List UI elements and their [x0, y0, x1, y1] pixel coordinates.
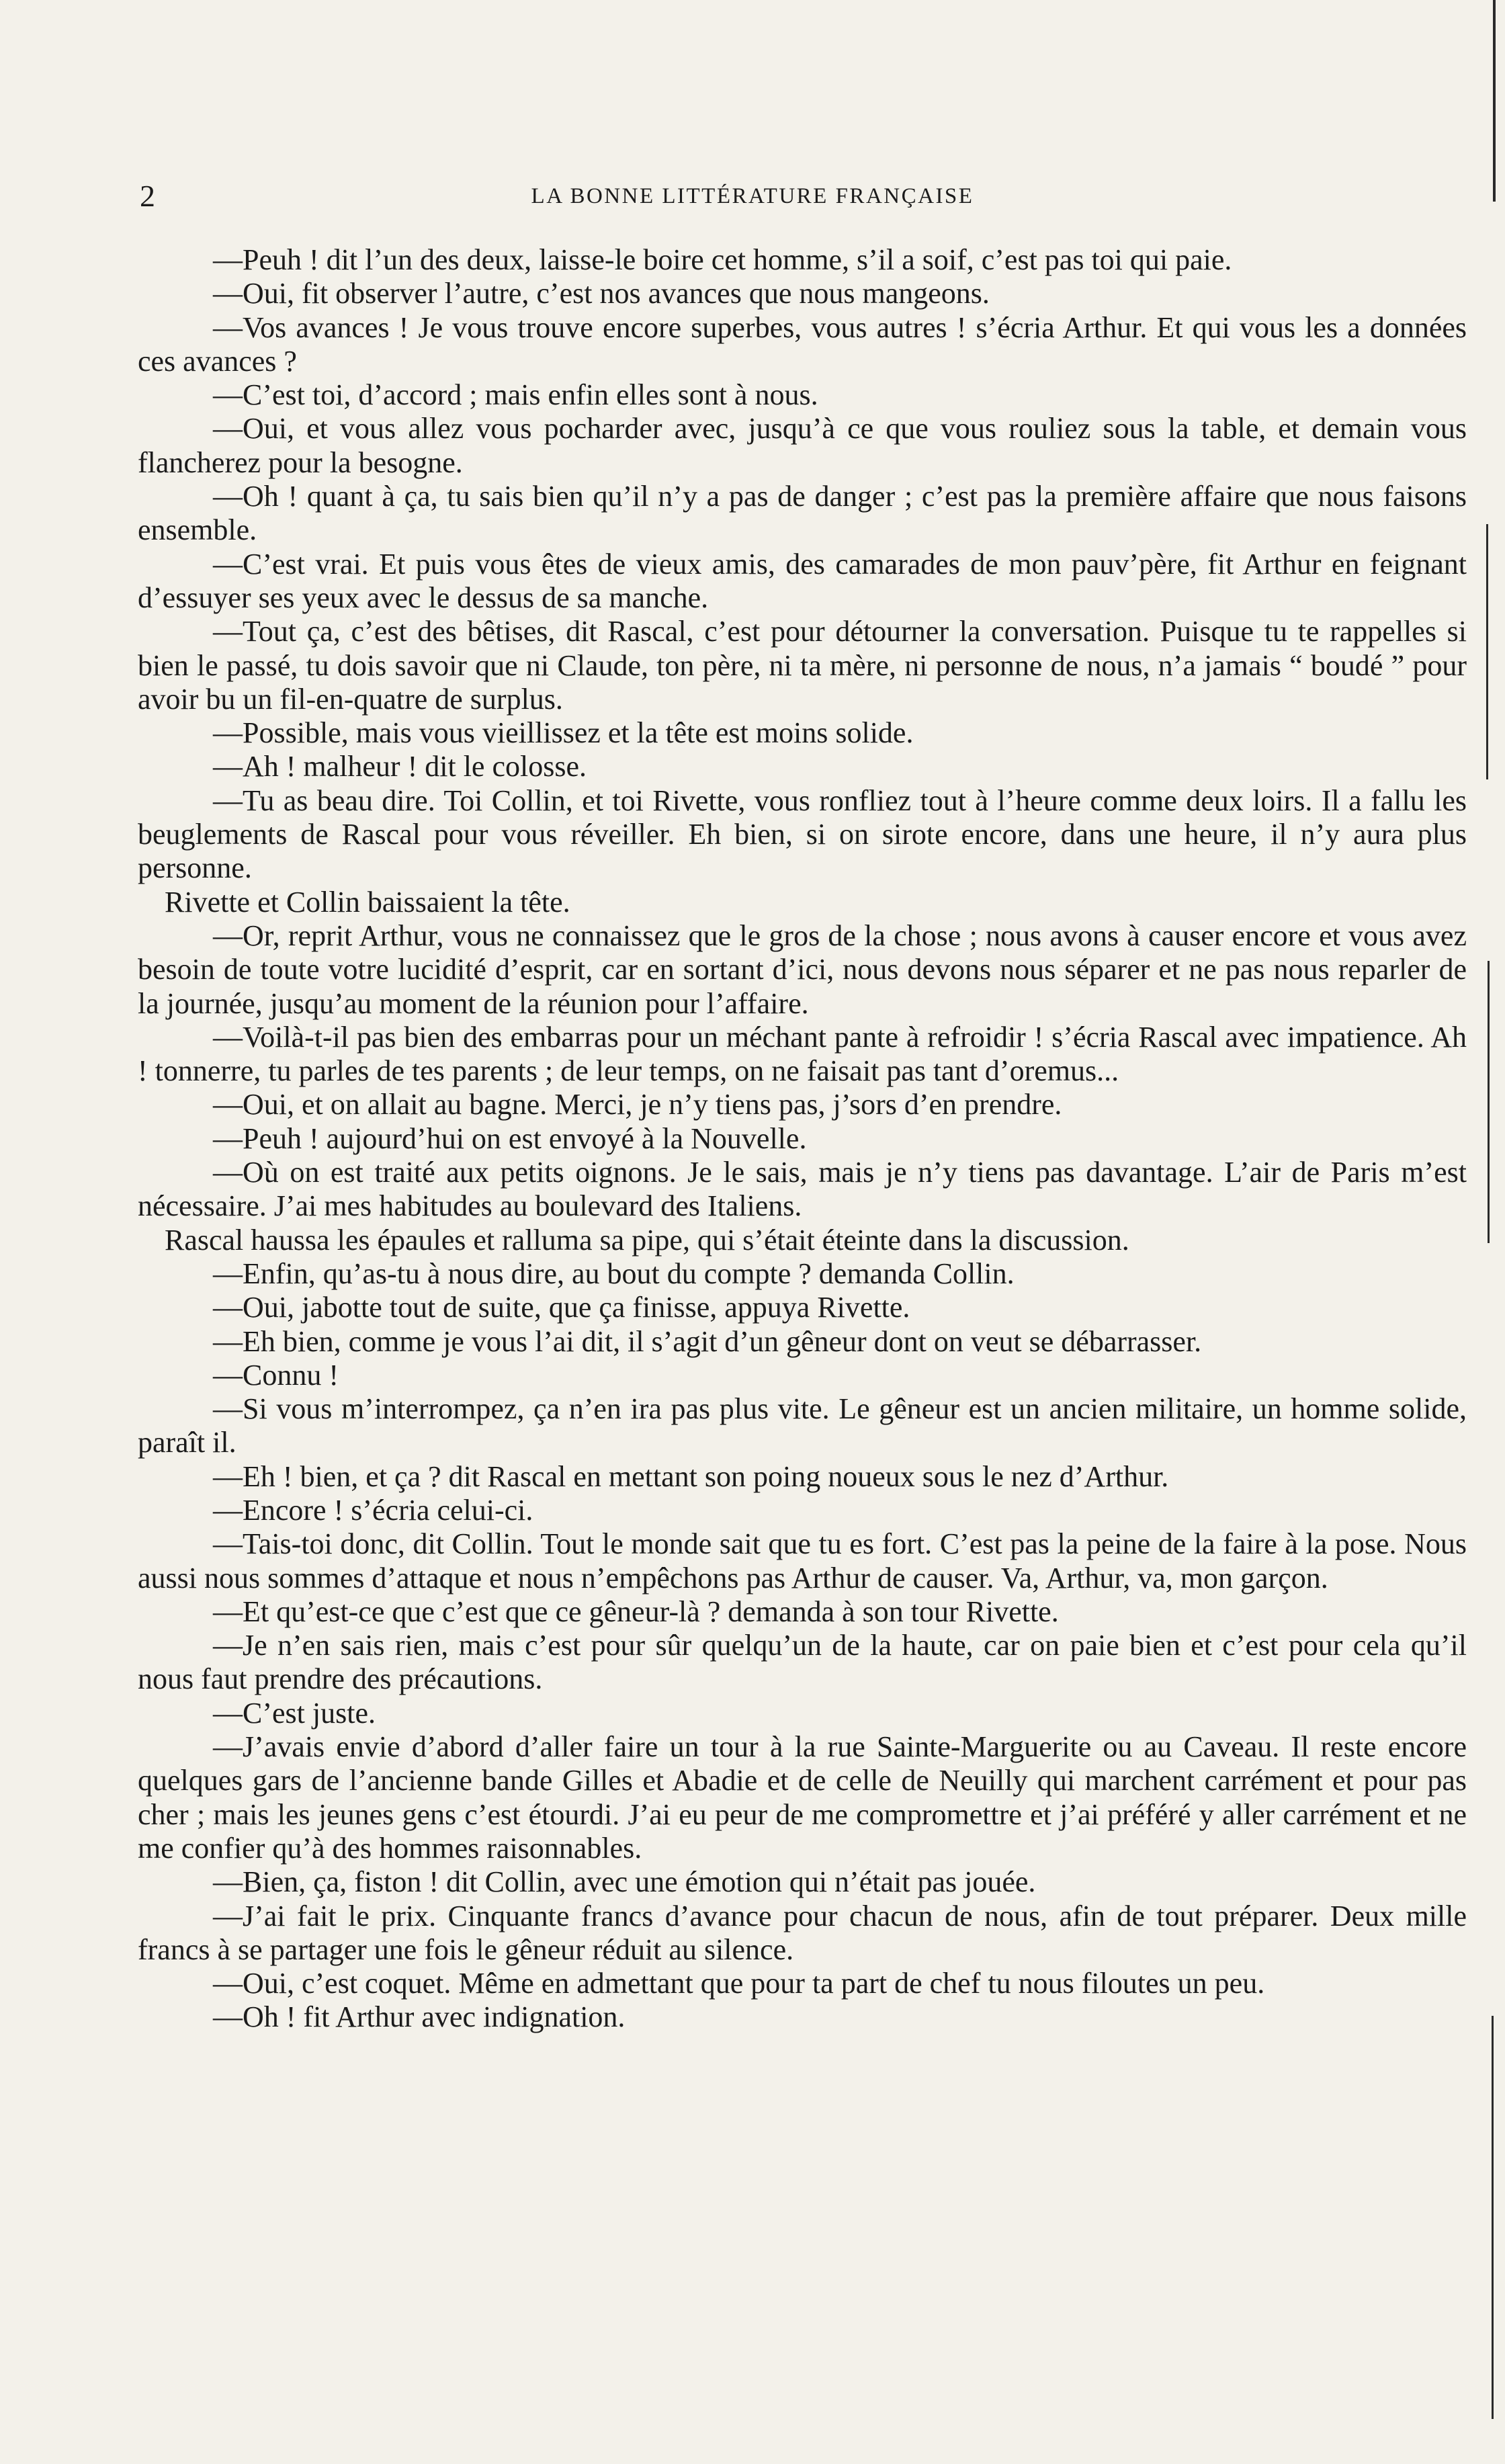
paragraph: —Voilà-t-il pas bien des embarras pour un méchant pante à refroidir ! s’écria Rascal avec impatience. Ah ! tonnerre, tu parles de tes parents ; de leur temps, on ne faisait pas tant d’oremus...: [138, 1020, 1467, 1088]
paragraph: —Or, reprit Arthur, vous ne connaissez que le gros de la chose ; nous avons à causer encore et vous avez besoin de toute votre lucidité d’esprit, car en sortant d’ici, nous devons nous séparer et ne pas nous reparler de la journée, jusqu’au moment de la réunion pour l’affaire.: [138, 919, 1467, 1020]
paragraph: —Tais-toi donc, dit Collin. Tout le monde sait que tu es fort. C’est pas la peine de la faire à la pose. Nous aussi nous sommes d’attaque et nous n’empêchons pas Arthur de causer. Va, Arthur, va, mon garçon.: [138, 1527, 1467, 1595]
page-edge-line: [1488, 961, 1490, 1243]
running-head: [0, 176, 1505, 216]
paragraph: —Connu !: [213, 1358, 339, 1392]
paragraph: —Où on est traité aux petits oignons. Je le sais, mais je n’y tiens pas davantage. L’air de Paris m’est nécessaire. J’ai mes habitudes au boulevard des Italiens.: [138, 1156, 1467, 1223]
paragraph: —Encore ! s’écria celui-ci.: [213, 1493, 533, 1527]
paragraph: —Et qu’est-ce que c’est que ce gêneur-là ? demanda à son tour Rivette.: [213, 1595, 1059, 1628]
running-title: LA BONNE LITTÉRATURE FRANÇAISE: [531, 184, 974, 208]
paragraph: —Oui, jabotte tout de suite, que ça finisse, appuya Rivette.: [213, 1291, 910, 1324]
paragraph: —Oui, et vous allez vous pocharder avec, jusqu’à ce que vous rouliez sous la table, et demain vous flancherez pour la besogne.: [138, 412, 1467, 479]
paragraph: —Possible, mais vous vieillissez et la tête est moins solide.: [213, 716, 914, 750]
paragraph: —Peuh ! aujourd’hui on est envoyé à la Nouvelle.: [213, 1121, 807, 1155]
paragraph: Rascal haussa les épaules et ralluma sa pipe, qui s’était éteinte dans la discussion.: [165, 1223, 1129, 1257]
paragraph: —Si vous m’interrompez, ça n’en ira pas plus vite. Le gêneur est un ancien militaire, un homme solide, paraît il.: [138, 1392, 1467, 1459]
body-text: [138, 243, 1467, 2035]
paragraph: —J’ai fait le prix. Cinquante francs d’avance pour chacun de nous, afin de tout préparer. Deux mille francs à se partager une fois le gêneur réduit au silence.: [138, 1899, 1467, 1966]
paragraph: —J’avais envie d’abord d’aller faire un tour à la rue Sainte-Marguerite ou au Caveau. Il reste encore quelques gars de l’ancienne bande Gilles et Abadie et de celle de Neuilly qui marchent carrément et pour pas cher ; mais les jeunes gens c’est étourdi. J’ai eu peur de me compromettre et j’ai préféré y aller carrément et ne me confier qu’à des hommes raisonnables.: [138, 1730, 1467, 1865]
paragraph: —Ah ! malheur ! dit le colosse.: [213, 750, 587, 783]
paragraph: —Bien, ça, fiston ! dit Collin, avec une émotion qui n’était pas jouée.: [213, 1865, 1036, 1899]
paragraph: —Vos avances ! Je vous trouve encore superbes, vous autres ! s’écria Arthur. Et qui vous les a données ces avances ?: [138, 310, 1467, 378]
page-number: 2: [140, 179, 155, 213]
paragraph: —Eh bien, comme je vous l’ai dit, il s’agit d’un gêneur dont on veut se débarrasser.: [213, 1324, 1202, 1358]
paragraph: —Oui, c’est coquet. Même en admettant que pour ta part de chef tu nous filoutes un peu.: [213, 1967, 1265, 2000]
paragraph: —Oui, et on allait au bagne. Merci, je n’y tiens pas, j’sors d’en prendre.: [213, 1088, 1062, 1121]
page-edge-line: [1493, 0, 1496, 202]
paragraph: —Oh ! quant à ça, tu sais bien qu’il n’y a pas de danger ; c’est pas la première affaire que nous faisons ensemble.: [138, 480, 1467, 547]
paragraph: —Oui, fit observer l’autre, c’est nos avances que nous mangeons.: [213, 277, 990, 310]
paragraph: —Je n’en sais rien, mais c’est pour sûr quelqu’un de la haute, car on paie bien et c’est pour cela qu’il nous faut prendre des précautions.: [138, 1629, 1467, 1696]
paragraph: —C’est toi, d’accord ; mais enfin elles sont à nous.: [213, 378, 818, 412]
paragraph: —Enfin, qu’as-tu à nous dire, au bout du compte ? demanda Collin.: [213, 1257, 1015, 1290]
paragraph: —C’est vrai. Et puis vous êtes de vieux amis, des camarades de mon pauv’père, fit Arthur en feignant d’essuyer ses yeux avec le dessus de sa manche.: [138, 547, 1467, 614]
paragraph: Rivette et Collin baissaient la tête.: [165, 885, 570, 919]
paragraph: —Peuh ! dit l’un des deux, laisse-le boire cet homme, s’il a soif, c’est pas toi qui paie.: [213, 243, 1232, 276]
paragraph: —Eh ! bien, et ça ? dit Rascal en mettant son poing noueux sous le nez d’Arthur.: [213, 1459, 1169, 1493]
paragraph: —C’est juste.: [213, 1696, 376, 1730]
paragraph: —Tout ça, c’est des bêtises, dit Rascal, c’est pour détourner la conversation. Puisque tu te rappelles si bien le passé, tu dois savoir que ni Claude, ton père, ni ta mère, ni personne de nous, n’a jamais “ boudé ” pour avoir bu un fil-en-quatre de surplus.: [138, 615, 1467, 716]
paragraph: —Oh ! fit Arthur avec indignation.: [213, 2000, 626, 2034]
page-edge-line: [1492, 2016, 1494, 2419]
paragraph: —Tu as beau dire. Toi Collin, et toi Rivette, vous ronfliez tout à l’heure comme deux loirs. Il a fallu les beuglements de Rascal pour vous réveiller. Eh bien, si on sirote encore, dans une heure, il n’y aura plus personne.: [138, 783, 1467, 885]
page-edge-line: [1486, 524, 1488, 779]
